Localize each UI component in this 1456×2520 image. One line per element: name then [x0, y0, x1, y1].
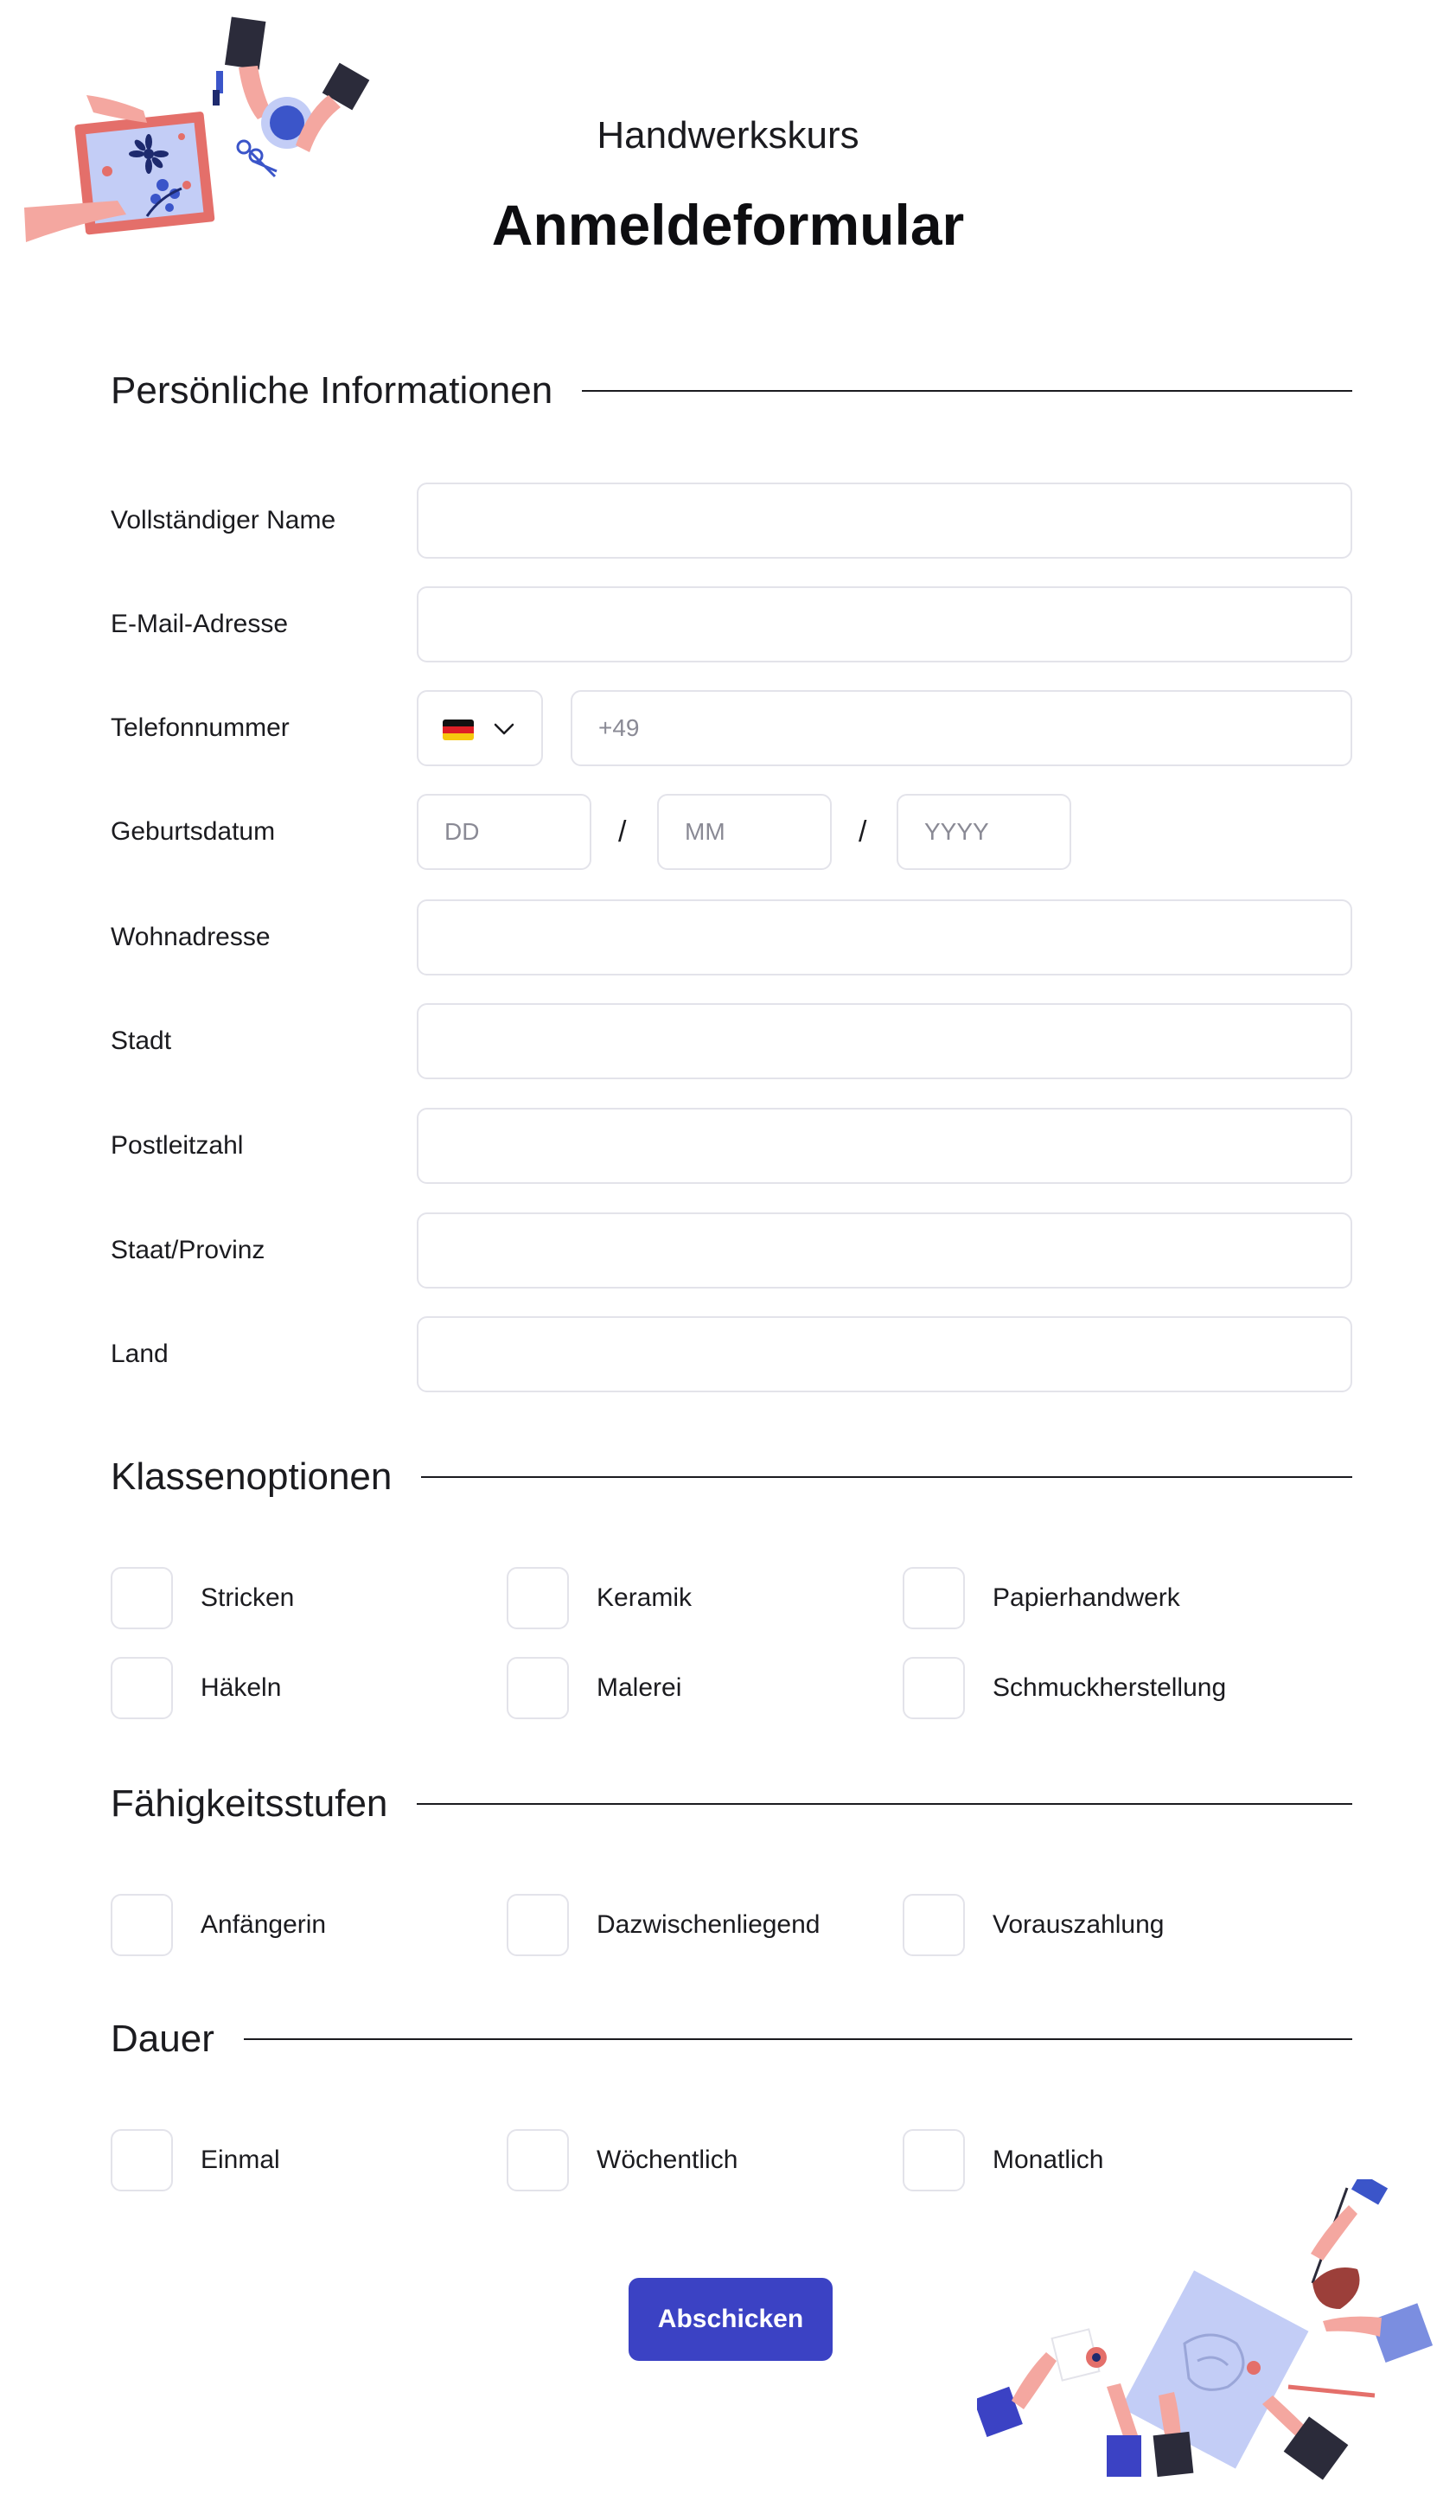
- city-label: Stadt: [111, 1027, 172, 1055]
- birth-month-input[interactable]: [657, 794, 832, 870]
- class-label-jewelry: Schmuckherstellung: [993, 1673, 1227, 1702]
- address-input[interactable]: [417, 899, 1352, 975]
- phone-input[interactable]: [571, 690, 1352, 766]
- full-name-label: Vollständiger Name: [111, 506, 336, 534]
- class-label-painting: Malerei: [597, 1673, 682, 1702]
- email-input[interactable]: [417, 586, 1352, 662]
- section-skills-title: Fähigkeitsstufen: [111, 1782, 388, 1825]
- section-personal-info: [111, 365, 1352, 417]
- duration-checkbox-monthly[interactable]: [903, 2129, 965, 2191]
- phone-placeholder: +49: [598, 714, 640, 741]
- phone-label: Telefonnummer: [111, 713, 290, 742]
- zip-input[interactable]: [417, 1108, 1352, 1184]
- skill-label-intermediate: Dazwischenliegend: [597, 1910, 821, 1939]
- skill-label-advanced: Vorauszahlung: [993, 1910, 1165, 1939]
- form-title: Anmeldeformular: [491, 193, 965, 257]
- class-label-knitting: Stricken: [201, 1583, 295, 1612]
- form-subtitle: Handwerkskurs: [597, 114, 859, 157]
- class-checkbox-jewelry[interactable]: [903, 1657, 965, 1719]
- birth-year-input[interactable]: [897, 794, 1071, 870]
- painting-illustration-bottom: [977, 2179, 1444, 2508]
- section-personal-title: Persönliche Informationen: [111, 369, 553, 412]
- date-separator: /: [859, 815, 867, 848]
- section-duration: [111, 2013, 1352, 2065]
- duration-label-weekly: Wöchentlich: [597, 2146, 738, 2174]
- class-label-crochet: Häkeln: [201, 1673, 282, 1702]
- country-input[interactable]: [417, 1316, 1352, 1392]
- section-divider: [244, 2038, 1352, 2040]
- section-class-options: [111, 1451, 1352, 1503]
- class-checkbox-painting[interactable]: [507, 1657, 569, 1719]
- duration-checkbox-weekly[interactable]: [507, 2129, 569, 2191]
- birthdate-label: Geburtsdatum: [111, 817, 276, 846]
- duration-label-once: Einmal: [201, 2146, 280, 2174]
- submit-button[interactable]: Abschicken: [629, 2278, 833, 2361]
- class-label-papercraft: Papierhandwerk: [993, 1583, 1180, 1612]
- class-checkbox-crochet[interactable]: [111, 1657, 173, 1719]
- section-divider: [417, 1803, 1352, 1805]
- de-flag-icon: [443, 720, 474, 740]
- section-divider: [582, 390, 1352, 392]
- birth-year-placeholder: YYYY: [924, 818, 989, 845]
- skill-checkbox-intermediate[interactable]: [507, 1894, 569, 1956]
- duration-label-monthly: Monatlich: [993, 2146, 1104, 2174]
- zip-label: Postleitzahl: [111, 1131, 244, 1160]
- class-checkbox-knitting[interactable]: [111, 1567, 173, 1629]
- email-label: E-Mail-Adresse: [111, 610, 289, 638]
- class-label-ceramics: Keramik: [597, 1583, 693, 1612]
- section-divider: [421, 1476, 1352, 1478]
- address-label: Wohnadresse: [111, 923, 271, 951]
- class-checkbox-ceramics[interactable]: [507, 1567, 569, 1629]
- chevron-down-icon: [491, 716, 517, 742]
- birth-month-placeholder: MM: [685, 818, 725, 845]
- skill-label-beginner: Anfängerin: [201, 1910, 327, 1939]
- section-classes-title: Klassenoptionen: [111, 1455, 393, 1498]
- date-separator: /: [618, 815, 627, 848]
- birth-day-placeholder: DD: [444, 818, 480, 845]
- skill-checkbox-beginner[interactable]: [111, 1894, 173, 1956]
- class-checkbox-papercraft[interactable]: [903, 1567, 965, 1629]
- section-skill-levels: [111, 1778, 1352, 1830]
- full-name-input[interactable]: [417, 483, 1352, 559]
- city-input[interactable]: [417, 1003, 1352, 1079]
- birth-day-input[interactable]: [417, 794, 591, 870]
- section-duration-title: Dauer: [111, 2018, 214, 2060]
- country-code-select[interactable]: [417, 690, 543, 766]
- state-label: Staat/Provinz: [111, 1236, 265, 1264]
- state-input[interactable]: [417, 1212, 1352, 1289]
- skill-checkbox-advanced[interactable]: [903, 1894, 965, 1956]
- country-label: Land: [111, 1340, 169, 1368]
- duration-checkbox-once[interactable]: [111, 2129, 173, 2191]
